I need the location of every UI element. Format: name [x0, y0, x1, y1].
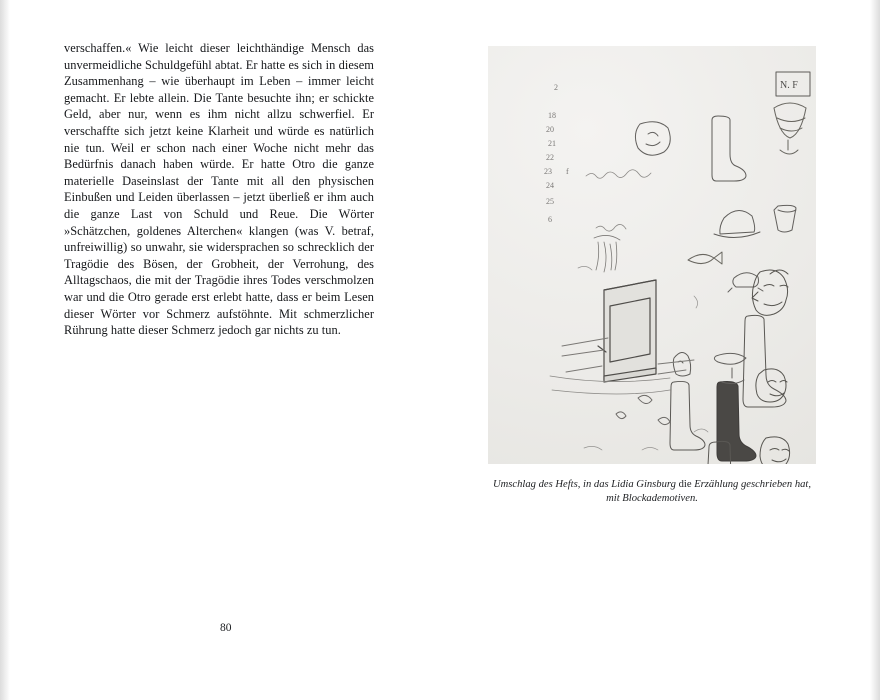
- svg-text:23: 23: [544, 167, 552, 176]
- caption-italic-1: Umschlag des Hefts, in das Lidia Ginsburg: [492, 479, 676, 490]
- svg-text:20: 20: [546, 125, 554, 134]
- svg-text:24: 24: [546, 181, 554, 190]
- svg-text:N. F: N. F: [780, 80, 798, 91]
- caption-line-2: mit Blockademotiven.: [606, 492, 698, 504]
- svg-text:6: 6: [548, 215, 552, 224]
- text-column: [64, 40, 374, 339]
- figure-image: [488, 46, 816, 464]
- svg-text:18: 18: [548, 111, 556, 120]
- svg-text:f: f: [566, 167, 569, 176]
- svg-text:21: 21: [548, 139, 556, 148]
- caption-roman: die: [675, 479, 695, 490]
- svg-text:22: 22: [546, 153, 554, 162]
- body-paragraph: verschaffen.« Wie leicht dieser leichthändige Mensch das unvermeidliche Schuldgefühl abtat. Er hatte es sich in diesem Zusammenhang – wie überhaupt im Leben – immer leicht gemacht. Er lebte allein. Die Tante besuchte ihn; er schickte Geld, aber nur, wenn es ihm nicht allzu schwerfiel. Er verschaffte sich jetzt keine Klarheit und würde es natürlich nie tun. Weil er schon nach einer Woche nicht mehr das Bedürfnis danach haben würde. Er hatte Otro die ganze materielle Daseinslast der Tante mit all den physischen Einbußen und Leiden überlassen – jetzt überließ er ihm auch die ganze Last von Schuld und Reue. Die Wörter »Schätzchen, goldenes Alterchen« klangen (was V. betraf, unfreiwillig) so unwahr, sie widersprachen so schrecklich der Tragödie des Bösen, der Grobheit, der Verrohung, des Alltagschaos, die mit der Tragödie ihres Todes verschmolzen war und die Otro gerade erst erlebt hatte, dass er beim Lesen dieser Wörter vor Schmerz aufstöhnte. Mit schmerzlicher Rührung hatte dieser Schmerz jedoch gar nichts zu tun.: [64, 41, 374, 338]
- figure: [488, 46, 816, 505]
- caption-italic-2: Erzählung geschrieben hat,: [694, 479, 811, 490]
- page-number: 80: [220, 622, 232, 634]
- svg-text:25: 25: [546, 197, 554, 206]
- figure-caption: [488, 478, 816, 505]
- svg-text:2: 2: [554, 83, 558, 92]
